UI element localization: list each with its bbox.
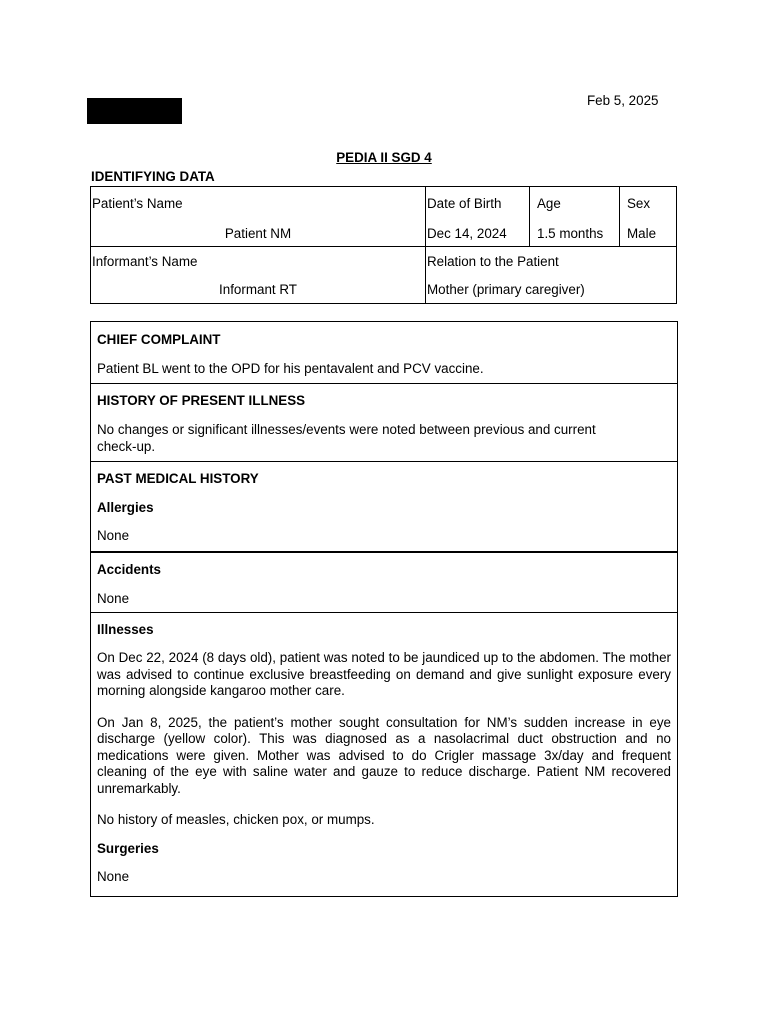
age-value: 1.5 months	[537, 226, 604, 241]
illnesses-heading: Illnesses	[97, 622, 154, 637]
patient-name-label: Patient’s Name	[92, 196, 183, 211]
informant-value: Informant RT	[219, 282, 297, 298]
surgeries-heading: Surgeries	[97, 841, 159, 856]
hpi-text	[97, 422, 671, 455]
relation-value: Mother (primary caregiver)	[427, 282, 585, 298]
dob-label: Date of Birth	[427, 196, 502, 211]
accidents-heading: Accidents	[97, 562, 161, 577]
allergies-value: None	[97, 528, 130, 543]
sex-value: Male	[627, 226, 657, 241]
accidents-value: None	[97, 591, 130, 606]
illness-paragraph-1: On Dec 22, 2024 (8 days old), patient was noted to be jaundiced up to the abdomen. The mother was advised to continue exclusive breastfeeding on demand and give sunlight exposure every morning alongside kangaroo mother care.	[97, 650, 671, 698]
accidents-section	[91, 553, 677, 613]
document-date: Feb 5, 2025	[587, 93, 659, 108]
redacted-name-block	[87, 98, 182, 124]
informant-cell	[91, 247, 426, 304]
relation-label: Relation to the Patient	[427, 254, 559, 270]
age-label: Age	[537, 196, 561, 211]
informant-label: Informant’s Name	[92, 254, 198, 270]
sex-label: Sex	[627, 196, 651, 211]
history-box	[90, 321, 678, 897]
relation-cell	[426, 247, 677, 304]
chief-complaint-heading: CHIEF COMPLAINT	[97, 332, 221, 347]
surgeries-value: None	[97, 869, 130, 884]
patient-name-cell	[91, 187, 426, 247]
hpi-heading: HISTORY OF PRESENT ILLNESS	[97, 393, 306, 408]
dob-value: Dec 14, 2024	[427, 226, 507, 241]
allergies-heading: Allergies	[97, 500, 154, 515]
hpi-section	[91, 384, 677, 462]
pmh-allergies-section	[91, 462, 677, 553]
age-cell	[530, 187, 620, 247]
illnesses-section	[91, 613, 677, 884]
pmh-heading: PAST MEDICAL HISTORY	[97, 471, 259, 486]
hpi-text-line-2: check-up.	[97, 438, 156, 454]
chief-complaint-text: Patient BL went to the OPD for his pentavalent and PCV vaccine.	[97, 361, 484, 376]
chief-complaint-section	[91, 322, 677, 384]
document-title: PEDIA II SGD 4	[336, 150, 432, 165]
dob-cell	[426, 187, 530, 247]
patient-name-value: Patient NM	[224, 226, 292, 241]
identifying-data-heading: IDENTIFYING DATA	[91, 169, 215, 184]
illness-paragraph-3: No history of measles, chicken pox, or mumps.	[97, 812, 375, 827]
hpi-text-line-1: No changes or significant illnesses/events were noted between previous and current	[97, 422, 596, 437]
illness-paragraph-2: On Jan 8, 2025, the patient’s mother sought consultation for NM’s sudden increase in eye discharge (yellow color). This was diagnosed as a nasolacrimal duct obstruction and no medications were given. Mother was advised to do Crigler massage 3x/day and frequent cleaning of the eye with saline water and gauze to reduce discharge. Patient NM recovered unremarkably.	[97, 714, 671, 796]
sex-cell	[620, 187, 677, 247]
identifying-data-table	[90, 186, 677, 304]
